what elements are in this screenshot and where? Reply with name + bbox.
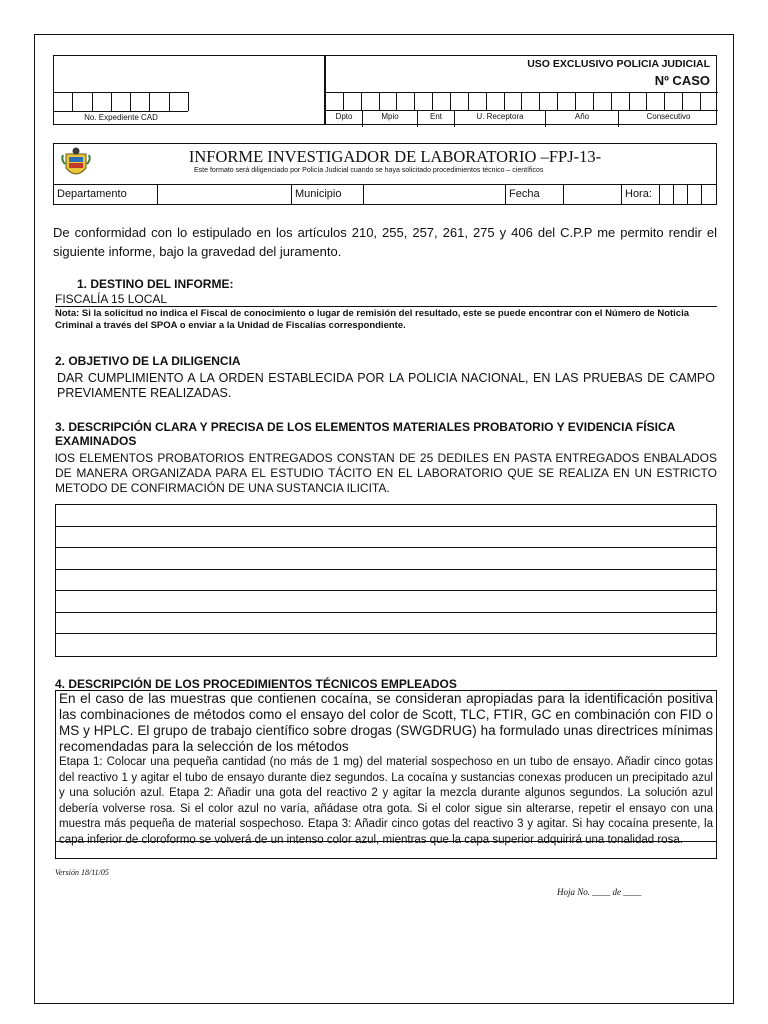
case-code-cells[interactable] bbox=[326, 92, 718, 111]
hora-cell-2[interactable] bbox=[674, 185, 688, 204]
location-row bbox=[54, 184, 716, 204]
exclusive-use-label: USO EXCLUSIVO POLICIA JUDICIAL bbox=[527, 58, 710, 70]
code-label-mpio: Mpio bbox=[363, 111, 418, 127]
section1-note: Nota: Si la solicitud no indica el Fiscal de conocimiento o lugar de remisión del resultado, este se puede encontrar con el Número de Noticia Criminal a través del SPOA o enviar a la Unidad de Fiscalías correspondiente. bbox=[55, 308, 690, 331]
hora-cell-4[interactable] bbox=[702, 185, 716, 204]
departamento-field[interactable] bbox=[158, 185, 292, 204]
departamento-label: Departamento bbox=[54, 185, 158, 204]
page-number-label: Hoja No. ____ de ____ bbox=[557, 887, 642, 897]
intro-paragraph: De conformidad con lo estipulado en los artículos 210, 255, 257, 261, 275 y 406 del C.P.P me permito rendir el siguiente informe, bajo la gravedad del juramento. bbox=[53, 225, 717, 259]
section3-title: 3. DESCRIPCIÓN CLARA Y PRECISA DE LOS ELEMENTOS MATERIALES PROBATORIO Y EVIDENCIA FÍSICA EXAMINADOS bbox=[55, 420, 675, 448]
section4-para2: Etapa 1: Colocar una pequeña cantidad (no más de 1 mg) del material sospechoso en un tubo de ensayo. Añadir cinco gotas del reactivo 1 y agitar el tubo de ensayo durante diez segundos. La cocaína y sustancias conexas producen un precipitado azul y una solución azul. Etapa 2: Añadir una gota del reactivo 2 y agitar la mezcla durante algunos segundos. La solución azul debería volverse rosa. Si el color azul no varía, añádase otra gota. Si el color sigue sin alterarse, repetir el ensayo con una muestra más pequeña de material sospechoso. Etapa 3: Añadir cinco gotas del reactivo 3 y agitar. Si hay cocaína presente, la capa inferior de cloroformo se volverá de un intenso color azul, mientras que la capa superior adquirirá una tonalidad rosa. bbox=[59, 756, 713, 846]
case-number-label: Nº CASO bbox=[654, 73, 710, 88]
hora-cell-1[interactable] bbox=[660, 185, 674, 204]
expediente-label: No. Expediente CAD bbox=[54, 111, 188, 124]
section3-value[interactable]: lOS ELEMENTOS PROBATORIOS ENTREGADOS CONSTAN DE 25 DEDILES EN PASTA ENTREGADOS ENBALADOS DE MANERA ORGANIZADA PARA EL ESTUDIO TÁCITO EN EL LABORATORIO QUE SE REALIZA EN UN ESTRICTO METODO DE CONFIRMACIÓN DE UNA SUSTANCIA ILICITA. bbox=[55, 451, 717, 495]
municipio-field[interactable] bbox=[364, 185, 506, 204]
code-label-dpto: Dpto bbox=[326, 111, 363, 127]
form-subtitle: Este formato será diligenciado por Policía Judicial cuando se haya solicitado procedimientos técnico – científicos bbox=[194, 167, 544, 174]
code-label-consecutivo: Consecutivo bbox=[646, 112, 691, 121]
police-use-box bbox=[325, 55, 717, 125]
section4-title: 4. DESCRIPCIÓN DE LOS PROCEDIMIENTOS TÉCNICOS EMPLEADOS bbox=[55, 677, 457, 691]
section1-value[interactable]: FISCALÍA 15 LOCAL bbox=[55, 292, 717, 307]
section2-value[interactable]: DAR CUMPLIMIENTO A LA ORDEN ESTABLECIDA POR LA POLICIA NACIONAL, EN LAS PRUEBAS DE CAMPO PREVIAMENTE REALIZADAS. bbox=[57, 371, 715, 400]
section1-title: 1. DESTINO DEL INFORME: bbox=[77, 277, 234, 291]
fecha-field[interactable] bbox=[564, 185, 622, 204]
municipio-label: Municipio bbox=[292, 185, 364, 204]
hora-cell-3[interactable] bbox=[688, 185, 702, 204]
code-label-year: Año bbox=[546, 111, 619, 127]
section2-title: 2. OBJETIVO DE LA DILIGENCIA bbox=[55, 354, 241, 368]
fecha-label: Fecha bbox=[506, 185, 564, 204]
code-label-ent: Ent bbox=[418, 111, 455, 127]
expediente-box bbox=[53, 55, 325, 125]
code-label-receptora: U. Receptora bbox=[455, 111, 546, 127]
case-code-labels bbox=[326, 110, 718, 127]
hora-label: Hora: bbox=[622, 185, 660, 204]
version-label: Versión 18/11/05 bbox=[55, 868, 109, 877]
section4-para1: En el caso de las muestras que contienen cocaína, se consideran apropiadas para la identificación positiva las combinaciones de métodos como el ensayo del color de Scott, TLC, FTIR, GC en combinación con FID o MS y HPLC. El grupo de trabajo científico sobre drogas (SWGDRUG) ha formulado unas directrices mínimas recomendadas para la selección de los métodos bbox=[59, 691, 713, 754]
form-title: INFORME INVESTIGADOR DE LABORATORIO –FPJ-13- bbox=[188, 147, 602, 166]
section4-blank-line[interactable] bbox=[55, 841, 717, 859]
section4-box[interactable] bbox=[55, 690, 717, 846]
form-page bbox=[34, 34, 734, 1004]
expediente-cells[interactable] bbox=[54, 92, 189, 111]
title-block bbox=[53, 143, 717, 205]
section3-blank-lines[interactable] bbox=[55, 504, 717, 657]
